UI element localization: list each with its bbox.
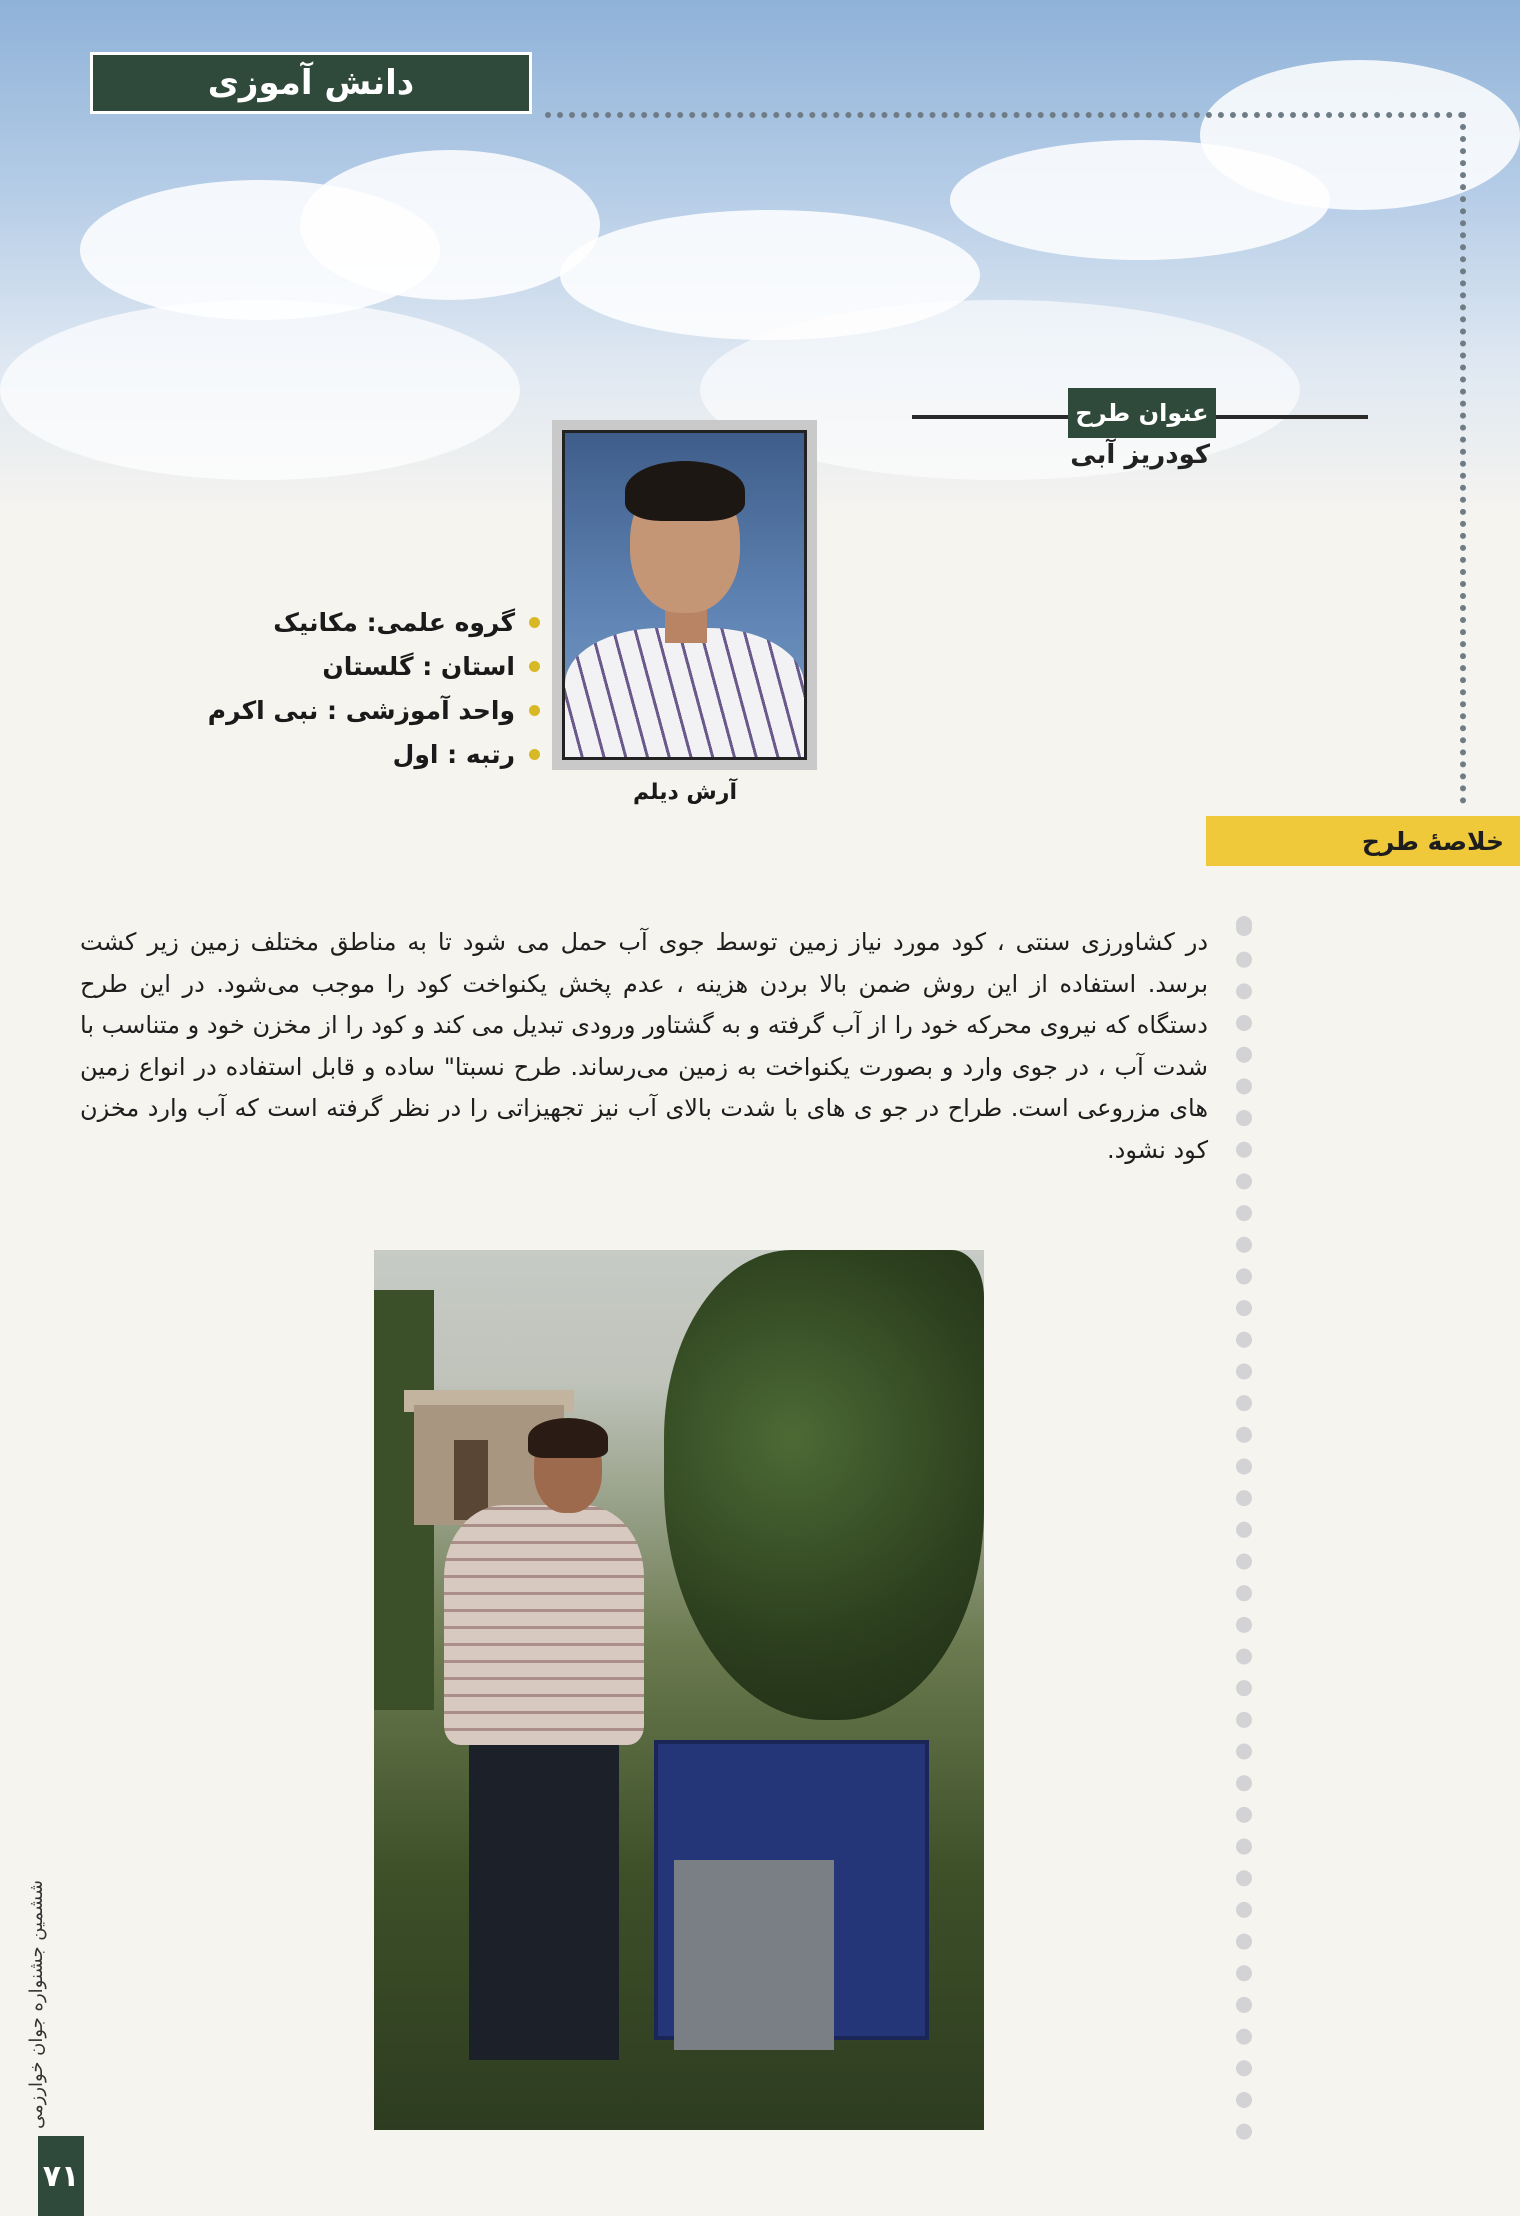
info-text: گروه علمی: مکانیک: [273, 607, 515, 637]
info-text: واحد آموزشی : نبی اکرم: [207, 695, 515, 725]
photo-door: [454, 1440, 488, 1520]
info-item: [180, 732, 540, 776]
summary-header: [1206, 816, 1520, 866]
bullet-icon: [529, 749, 540, 760]
project-name: کودریز آبی: [1070, 440, 1210, 470]
project-title-label: عنوان طرح: [1068, 388, 1216, 438]
dotted-divider: [1460, 112, 1466, 804]
cloud: [1200, 60, 1520, 210]
student-portrait: [552, 420, 817, 770]
student-info-list: [180, 600, 540, 776]
info-text: استان : گلستان: [322, 651, 515, 681]
info-text: رتبه : اول: [392, 739, 515, 769]
info-item: [180, 600, 540, 644]
photo-person-pants: [469, 1740, 619, 2060]
project-photo: [374, 1250, 984, 2130]
dotted-divider: [1236, 920, 1252, 2140]
cloud: [0, 300, 520, 480]
info-item: [180, 644, 540, 688]
photo-device-opening: [674, 1860, 834, 2050]
summary-label: خلاصهٔ طرح: [1361, 826, 1504, 856]
bullet-icon: [529, 661, 540, 672]
photo-person-shirt: [444, 1505, 644, 1745]
publication-name: ششمین جشنواره جوان خوارزمی: [26, 1880, 47, 2129]
portrait-hair: [625, 461, 745, 521]
cloud: [300, 150, 600, 300]
page-number: ۷۱: [38, 2136, 84, 2216]
section-title: دانش آموزی: [90, 52, 532, 114]
info-item: [180, 688, 540, 732]
photo-person-hair: [528, 1418, 608, 1458]
dotted-divider: [545, 112, 1465, 118]
student-name: آرش دیلم: [632, 780, 737, 805]
portrait-shirt: [565, 628, 804, 760]
summary-paragraph: در کشاورزی سنتی ، کود مورد نیاز زمین توسط جوی آب حمل می شود تا به مناطق مختلف زمین زیر کشت برسد. استفاده از این روش ضمن بالا بردن هزینه ، عدم پخش یکنواخت کود را موجب می‌شود. در این طرح دستگاه که نیروی محرکه خود را از آب گرفته و به گشتاور ورودی تبدیل می کند و کود را از مخزن خود و متناسب با شدت آب ، در جوی وارد و بصورت یکنواخت به زمین می‌رساند. طرح نسبتا" ساده و قابل استفاده در انواع زمین های مزروعی است. طراح در جو ی های با شدت بالای آب نیز تجهیزاتی را در نظر گرفته است که آب وارد مخزن کود نشود.: [80, 928, 1208, 1164]
bullet-icon: [529, 617, 540, 628]
photo-tree: [664, 1250, 984, 1720]
portrait-photo: [562, 430, 807, 760]
bullet-icon: [529, 705, 540, 716]
